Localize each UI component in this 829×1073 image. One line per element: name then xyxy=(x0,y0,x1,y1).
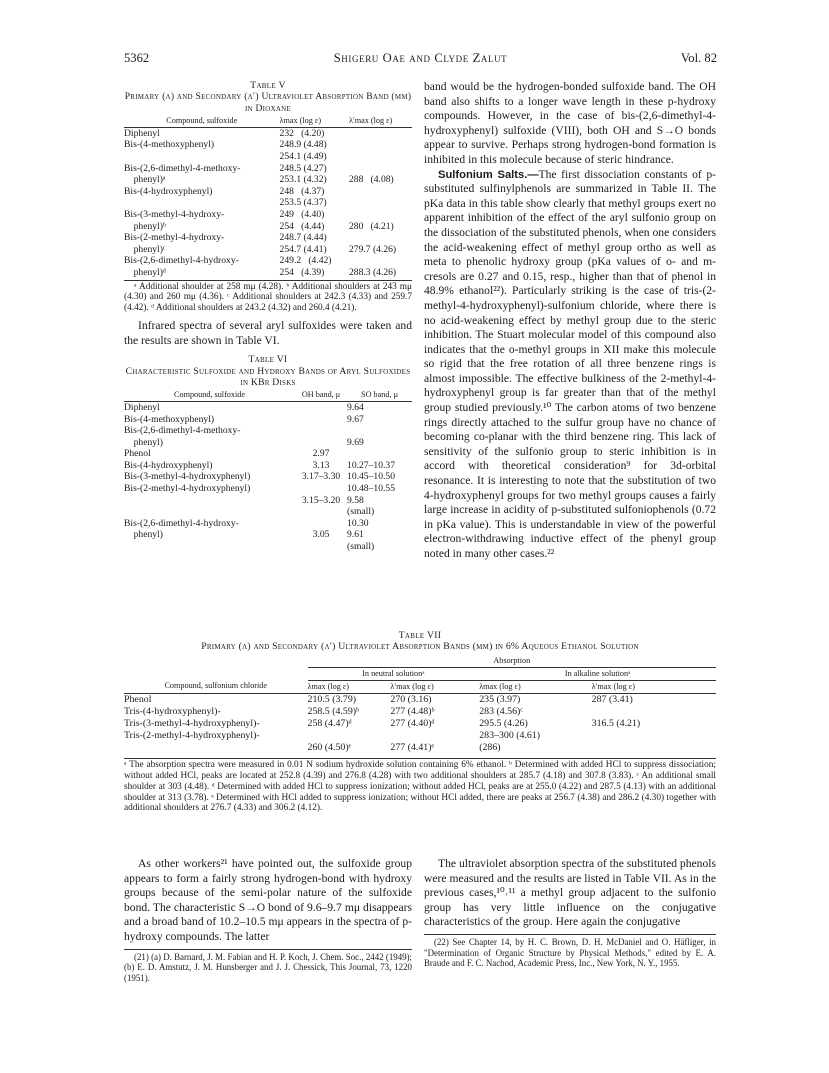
table7-title: Primary (λ) and Secondary (λ′) Ultraviolet Absorption Bands (mμ) in 6% Aqueous Ethanol Solution xyxy=(201,641,639,653)
table7-row-cell: 258 (4.47)ᵈ xyxy=(307,717,352,729)
table5-row-cell: 248.5 (4.27) xyxy=(279,162,327,174)
table6-row-cell: phenyl) xyxy=(124,529,163,541)
table5-row-cell: 248.7 (4.44) xyxy=(279,232,327,244)
table6-row-cell xyxy=(124,506,295,518)
table6-row-cell: phenyl) xyxy=(124,436,163,448)
table6-row xyxy=(124,529,412,541)
table5-row-cell: 279.7 (4.26) xyxy=(348,243,397,255)
table5-row-cell xyxy=(124,151,280,163)
table7-footnote: ᵃ The absorption spectra were measured in 0.01 N sodium hydroxide solution containing 6% ethanol. ᵇ Determined with added HCl to suppress dissociation; without added HCl, peaks are located at 252.8 (4.39) and 276.8 (4.28) with two additional shoulders at 285.7 (4.18) and 307.8 (3.83). ᶜ An additional small shoulder at 303 (4.48). ᵈ Determined with added HCl to suppress ionization; without added HCl, peaks are at 255.0 (4.22) and 287.5 (4.13) with an additional shoulder at 313 (3.78). ᵉ Determined with HCl added to suppress ionization; without HCl added, there are peaks at 256.7 (4.38) and 286.2 (4.30) together with additional shoulders at 276.7 (4.33) and 306.2 (4.12). xyxy=(124,759,716,814)
table6-row-cell: 3.17–3.30 xyxy=(301,471,341,483)
table5-footnote: ᵃ Additional shoulder at 258 mμ (4.28). ᵇ Additional shoulders at 243 mμ (4.30) and 260 mμ (4.36). ᶜ Additional shoulders at 242.3 (4.33) and 259.7 (4.42). ᵈ Additional shoulders at 243.2 (4.32) and 260.4 (4.21). xyxy=(124,281,412,314)
table6-row-cell: 9.69 xyxy=(347,436,364,448)
table5-row xyxy=(124,267,412,279)
table6-row-cell xyxy=(295,414,347,426)
table5-row xyxy=(124,209,412,221)
table5-row-cell xyxy=(349,197,412,209)
right-paragraph-2: The first dissociation constants of p-substituted sulfinylphenols are summarized in Table II. The pKa data in this table show clearly that methyl groups exert no apparent inhibition of the effect of the aryl sulfonio group on the dissociation of the substituted phenols, when one considers the acid-weakening effect of methyl group ortho as well as meta to phenolic hydroxy group (pKa values of o- and m-cresols are 0.27 and 0.15, resp., higher than that of phenol in 48.9% ethanol²²). Particularly striking is the case of tris-(2-methyl-4-hydroxyphenyl)-sulfonium chloride, where there is no acid-weakening effect by methyl group due to the steric inhibition. The Stuart molecular model of this compound also indicates that the o-methyl groups in XII make this molecule so rigid that the free rotation of all three benzene rings is almost impossible. The effective bulkiness of the 2-methyl-4-hydroxyphenyl group is far greater than that of the methyl group studied previously.¹⁰ The carbon atoms of two benzene rings directly attached to the sulfur group have no chance of becoming co-planar with the third benzene ring. This lack of sensitivity of the sulfonio group to steric inhibition is in accord with theoretical consideration⁹ for 3d-orbital resonance. It is interesting to note that the substitution of two 4-hydroxyphenyl groups for two methyl groups causes a fairly large increase in acidity of p-substituted sulfoniophenols (0.72 in pKa value). This is understandable in view of the powerful electron-withdrawing inductive effect of the phenyl group noted in many other cases.²² xyxy=(424,167,716,560)
table7-row-cell xyxy=(390,730,479,742)
table7-row-cell xyxy=(592,742,716,754)
table6-row-cell: Bis-(2,6-dimethyl-4-hydroxy- xyxy=(124,517,239,529)
table7-header-compound: Compound, sulfonium chloride xyxy=(124,680,308,693)
table7 xyxy=(124,655,716,754)
table5-row xyxy=(124,232,412,244)
table5-row-cell: Bis-(2,6-dimethyl-4-hydroxy- xyxy=(124,255,239,267)
sulfonium-salts-heading: Sulfonium Salts.— xyxy=(438,168,539,181)
table6-row-cell: 9.58 xyxy=(347,494,364,506)
table7-header-neutral-lpmax: λ′max (log ε) xyxy=(390,680,479,693)
ir-paragraph: Infrared spectra of several aryl sulfoxides were taken and the results are shown in Table VI. xyxy=(124,318,412,347)
table7-row-cell: 277 (4.41)ᵉ xyxy=(390,741,435,753)
table5-row-cell xyxy=(349,151,412,163)
table6-row-cell xyxy=(295,541,347,553)
table5-row-cell: 254 (4.39) xyxy=(279,266,325,278)
table5-row-cell: 288.3 (4.26) xyxy=(348,266,397,278)
table5-row-cell xyxy=(349,127,412,139)
table7-header-neutral-lmax: λmax (log ε) xyxy=(308,680,391,693)
table5-row-cell: 254.1 (4.49) xyxy=(279,151,327,162)
table6-row-cell: (small) xyxy=(347,541,375,553)
table6-row-cell xyxy=(347,425,412,437)
table5-row-cell xyxy=(349,139,412,151)
volume-label: Vol. 82 xyxy=(680,51,717,65)
table6-row-cell: Phenol xyxy=(124,448,151,460)
table6-row-cell: Bis-(2-methyl-4-hydroxyphenyl) xyxy=(124,483,251,495)
table5-row xyxy=(124,186,412,198)
table7-row-cell: 258.5 (4.59)ᵇ xyxy=(307,705,360,717)
table5-row xyxy=(124,174,412,186)
table6-label: Table VI xyxy=(248,354,288,366)
table5-row xyxy=(124,255,412,267)
table5-row-cell: phenyl)ᵃ xyxy=(124,174,166,186)
table6 xyxy=(124,389,412,552)
table5-row-cell: 248.9 (4.48) xyxy=(279,139,327,151)
table5-row-cell: 254.7 (4.41) xyxy=(279,243,327,255)
table5-row-cell: 253.5 (4.37) xyxy=(279,197,327,209)
table7-row-cell xyxy=(124,742,308,754)
table5-row-cell: 249 (4.40) xyxy=(279,208,325,220)
table6-row-cell: 9.67 xyxy=(347,413,364,425)
table6-row-cell: 2.97 xyxy=(312,448,330,460)
table5-row xyxy=(124,139,412,151)
table7-row xyxy=(124,706,716,718)
left-column xyxy=(124,80,412,553)
running-header xyxy=(124,51,717,69)
table6-row-cell xyxy=(295,401,347,413)
table6-header-oh: OH band, μ xyxy=(295,389,347,401)
table7-row xyxy=(124,693,716,706)
table5-row-cell: phenyl)ᵈ xyxy=(124,266,166,278)
table7-row-cell: 270 (3.16) xyxy=(390,693,432,705)
table5-row-cell: Diphenyl xyxy=(124,127,160,139)
table6-row xyxy=(124,425,412,437)
table6-row-cell: Bis-(2,6-dimethyl-4-methoxy- xyxy=(124,425,241,437)
table5-header-lpmax: λ′max (log ε) xyxy=(349,115,412,127)
table6-row xyxy=(124,414,412,426)
table5-row-cell: Bis-(4-hydroxyphenyl) xyxy=(124,185,213,197)
table7-header-alkaline-lpmax: λ′max (log ε) xyxy=(592,680,716,693)
bottom-right-column xyxy=(424,857,716,969)
table6-row-cell xyxy=(295,425,347,437)
table7-label: Table VII xyxy=(398,630,442,641)
table5-row-cell: 253.1 (4.32) xyxy=(279,174,327,186)
table7-row-cell xyxy=(308,730,391,742)
table7-row-cell xyxy=(592,730,716,742)
table7-row xyxy=(124,730,716,742)
table5-header-compound: Compound, sulfoxide xyxy=(124,115,280,127)
table6-title: Characteristic Sulfoxide and Hydroxy Bands of Aryl Sulfoxides in KBr Disks xyxy=(125,365,411,388)
table5-row-cell xyxy=(349,163,412,175)
table5-title: Primary (λ) and Secondary (λ′) Ultraviolet Absorption Band (mμ) in Dioxane xyxy=(124,91,412,114)
table6-row-cell: 3.15–3.20 xyxy=(301,494,341,506)
table5-row-cell: 288 (4.08) xyxy=(348,174,394,186)
running-title-authors: Shigeru Oae and Clyde Zalut xyxy=(333,51,508,65)
table5-row-cell: 249.2 (4.42) xyxy=(279,255,332,267)
reference-22: (22) See Chapter 14, by H. C. Brown, D. H. McDaniel and O. Häfliger, in "Determination of Organic Structure by Physical Methods," edited by E. A. Braude and F. C. Nachod, Academic Press, Inc., New York, N. Y., 1955. xyxy=(424,934,716,969)
table7-row-cell: Tris-(2-methyl-4-hydroxyphenyl)- xyxy=(124,729,260,741)
table6-row-cell: Bis-(3-methyl-4-hydroxyphenyl) xyxy=(124,471,251,483)
table5-row-cell: Bis-(3-methyl-4-hydroxy- xyxy=(124,208,225,220)
table7-row-cell: 210.5 (3.79) xyxy=(307,693,357,705)
bottom-left-column xyxy=(124,857,412,983)
table6-row xyxy=(124,495,412,507)
table7-row xyxy=(124,718,716,730)
table5-row-cell: Bis-(4-methoxyphenyl) xyxy=(124,139,215,151)
table6-header-so: SO band, μ xyxy=(347,389,412,401)
page-number: 5362 xyxy=(124,51,150,65)
table5-row xyxy=(124,163,412,175)
table6-row-cell: 10.45–10.50 xyxy=(347,471,395,483)
table7-row-cell: 295.5 (4.26) xyxy=(479,717,528,729)
table5-label: Table V xyxy=(250,80,286,91)
table7-row-cell: 316.5 (4.21) xyxy=(591,717,641,729)
table7-row-cell xyxy=(592,706,716,718)
table5-row-cell: 280 (4.21) xyxy=(348,220,394,232)
table5-row-cell: 254 (4.44) xyxy=(279,220,325,232)
table5-row-cell: Bis-(2,6-dimethyl-4-methoxy- xyxy=(124,162,241,174)
table6-row-cell xyxy=(295,518,347,530)
table7-row-cell: Phenol xyxy=(124,693,152,705)
table5 xyxy=(124,115,412,278)
table6-row xyxy=(124,460,412,472)
table7-row-cell: 260 (4.50)ᵉ xyxy=(307,741,352,753)
table6-row-cell: 10.27–10.37 xyxy=(347,459,395,471)
table5-row-cell: phenyl)ᵇ xyxy=(124,220,166,232)
table7-block xyxy=(124,630,716,814)
table6-row xyxy=(124,401,412,413)
table7-absorption-header: Absorption xyxy=(308,655,716,668)
table7-row-cell: 277 (4.48)ᵇ xyxy=(390,705,435,717)
bottom-right-paragraph: The ultraviolet absorption spectra of the substituted phenols were measured and the results are listed in Table VII. As in the previous cases,¹⁰˒¹¹ a methyl group adjacent to the sulfonio group has very little influence on the conjugative characteristics of the group. Here again the conjugative xyxy=(424,857,716,929)
table6-row xyxy=(124,448,412,460)
table6-header-compound: Compound, sulfoxide xyxy=(124,389,295,401)
table5-row xyxy=(124,151,412,163)
right-paragraph-1: band would be the hydrogen-bonded sulfoxide band. The OH band also shifts to a longer wave length in these p-hydroxy compounds. However, in the case of bis-(2,6-dimethyl-4-hydroxyphenyl) sulfoxide (VIII), both OH and S→O bonds appear to survive. Perhaps strong hydrogen-bond formation is inhibited in this molecule because of steric hindrance. xyxy=(424,80,716,166)
table6-row xyxy=(124,483,412,495)
table7-row-cell: 235 (3.97) xyxy=(479,693,521,705)
table5-row-cell: 248 (4.37) xyxy=(279,185,325,197)
table6-row-cell: 3.13 xyxy=(312,459,330,471)
table7-header-alkaline-lmax: λmax (log ε) xyxy=(479,680,591,693)
table6-row-cell: Diphenyl xyxy=(124,401,160,413)
table6-row-cell: 10.48–10.55 xyxy=(347,483,395,495)
table5-row-cell xyxy=(349,255,412,267)
table5-row-cell: phenyl)ᶜ xyxy=(124,243,166,255)
table5-row-cell: 232 (4.20) xyxy=(279,127,325,139)
table7-alkaline-header: In alkaline solutionᵃ xyxy=(479,667,716,680)
table6-row xyxy=(124,506,412,518)
table7-row-cell: 287 (3.41) xyxy=(591,693,633,705)
table6-row xyxy=(124,518,412,530)
table5-row-cell: Bis-(2-methyl-4-hydroxy- xyxy=(124,232,225,244)
table6-row-cell xyxy=(295,437,347,449)
table6-row-cell: 3.05 xyxy=(312,529,330,541)
right-column xyxy=(424,80,716,562)
table6-row-cell: 9.61 xyxy=(347,529,364,541)
table5-row xyxy=(124,221,412,233)
table5-row-cell xyxy=(349,209,412,221)
table6-row-cell: Bis-(4-methoxyphenyl) xyxy=(124,413,215,425)
table5-row xyxy=(124,127,412,139)
table7-row-cell: Tris-(3-methyl-4-hydroxyphenyl)- xyxy=(124,717,260,729)
table6-row-cell: (small) xyxy=(347,506,375,518)
table6-row-cell xyxy=(347,448,412,460)
table5-row-cell xyxy=(349,186,412,198)
table6-row xyxy=(124,541,412,553)
table7-row-cell: 283–300 (4.61) xyxy=(479,729,541,741)
table6-row-cell: 10.30 xyxy=(347,517,369,529)
table7-neutral-header: In neutral solutionᵃ xyxy=(308,667,480,680)
table6-row-cell xyxy=(295,483,347,495)
table5-row-cell xyxy=(124,197,280,209)
table6-row-cell: Bis-(4-hydroxyphenyl) xyxy=(124,459,213,471)
table6-row-cell: 9.64 xyxy=(347,401,364,413)
table6-row xyxy=(124,471,412,483)
table5-row-cell xyxy=(349,232,412,244)
table7-row-cell: 283 (4.56)ᶜ xyxy=(479,705,523,717)
table5-header-lmax: λmax (log ε) xyxy=(280,115,349,127)
table7-row-cell: Tris-(4-hydroxyphenyl)- xyxy=(124,705,221,717)
table6-row-cell xyxy=(124,495,295,507)
table7-row-cell: (286) xyxy=(479,741,501,753)
table6-row-cell xyxy=(295,506,347,518)
table7-row xyxy=(124,742,716,754)
reference-21: (21) (a) D. Barnard, J. M. Fabian and H. P. Koch, J. Chem. Soc., 2442 (1949); (b) E. D. Amstutz, J. M. Hunsberger and J. J. Chessick, This Journal, 73, 1220 (1951). xyxy=(124,949,412,984)
table7-row-cell: 277 (4.40)ᵈ xyxy=(390,717,435,729)
table6-row-cell xyxy=(124,541,295,553)
table6-row xyxy=(124,437,412,449)
table5-row xyxy=(124,244,412,256)
table5-row xyxy=(124,197,412,209)
bottom-left-paragraph: As other workers²¹ have pointed out, the sulfoxide group appears to form a fairly strong hydrogen-bond with hydroxy groups because of the semi-polar nature of the sulfoxide bond. The characteristic S→O bond of 9.6–9.7 mμ disappears and a broad band of 10.2–10.5 mμ appears in the spectra of p-hydroxy compounds. The latter xyxy=(124,857,412,943)
